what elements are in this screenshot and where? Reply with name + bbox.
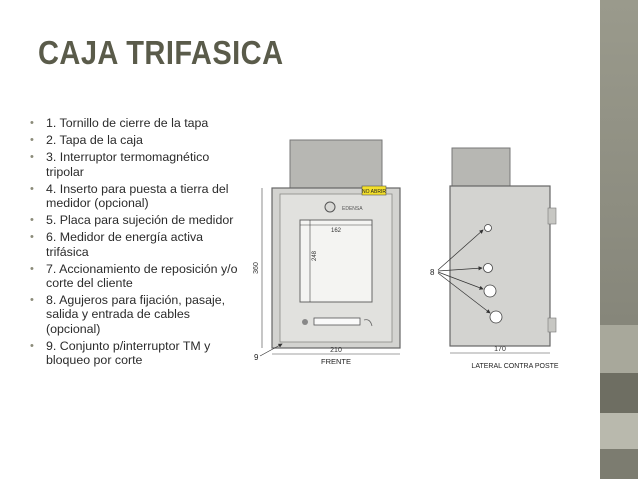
- hole-icon: [484, 285, 496, 297]
- window-height-dim: 248: [312, 250, 318, 262]
- list-item: • 1. Tornillo de cierre de la tapa: [30, 116, 209, 130]
- bullet-icon: •: [30, 134, 34, 147]
- strip-segment: [600, 449, 638, 479]
- front-view: [253, 140, 400, 366]
- strip-segment: [600, 373, 638, 413]
- callout-9: 9: [254, 353, 259, 362]
- side-body: [450, 186, 550, 346]
- height-dim: 360: [253, 262, 260, 274]
- list-item: • 9. Conjunto p/interruptor TM y bloqueo por corte: [30, 338, 211, 368]
- list-item: • 4. Inserto para puesta a tierra del medidor (opcional): [30, 181, 229, 211]
- bullet-icon: •: [30, 214, 34, 227]
- list-item: • 7. Accionamiento de reposición y/o corte del cliente: [30, 261, 238, 291]
- front-label: FRENTE: [321, 357, 351, 366]
- hole-icon: [484, 264, 493, 273]
- meter-box-diagram: [252, 128, 587, 378]
- width-dim: 210: [330, 347, 342, 354]
- hole-icon: [490, 311, 502, 323]
- callout-8: 8: [430, 268, 435, 277]
- bullet-icon: •: [30, 231, 34, 244]
- breaker-slot: [314, 318, 360, 325]
- depth-dim: 170: [494, 346, 506, 353]
- bullet-icon: •: [30, 151, 34, 164]
- bullet-icon: •: [30, 182, 34, 195]
- side-bracket-bottom: [548, 318, 556, 332]
- list-item: • 3. Interruptor termomagnético tripolar: [30, 150, 210, 179]
- decorative-side-strip: [600, 0, 638, 479]
- brand-text: EDENSA: [342, 206, 363, 212]
- slide-title: CAJA TRIFASICA: [38, 34, 284, 71]
- side-view: [430, 148, 559, 370]
- screw-icon: [325, 202, 335, 212]
- list-item: • 5. Placa para sujeción de medidor: [30, 213, 234, 228]
- side-bracket-top: [548, 208, 556, 224]
- component-list: [30, 116, 245, 370]
- strip-segment: [600, 413, 638, 449]
- hole-icon: [485, 225, 492, 232]
- warning-tag-text: NO ABRIR: [362, 189, 386, 195]
- list-item: • 6. Medidor de energía activa trifásica: [30, 230, 204, 259]
- bullet-icon: •: [30, 262, 34, 275]
- bottom-screw-icon: [302, 319, 308, 325]
- list-item: • 2. Tapa de la caja: [30, 133, 143, 148]
- bullet-icon: •: [30, 339, 34, 352]
- strip-top-block: [600, 0, 638, 325]
- bullet-icon: •: [30, 294, 34, 307]
- side-label: LATERAL CONTRA POSTE: [471, 363, 559, 370]
- front-top-cap: [290, 140, 382, 190]
- window-width-dim: 162: [330, 228, 342, 234]
- strip-segment: [600, 325, 638, 373]
- list-item: • 8. Agujeros para fijación, pasaje, salida y entrada de cables (opcional): [30, 293, 226, 336]
- bullet-icon: •: [30, 117, 34, 129]
